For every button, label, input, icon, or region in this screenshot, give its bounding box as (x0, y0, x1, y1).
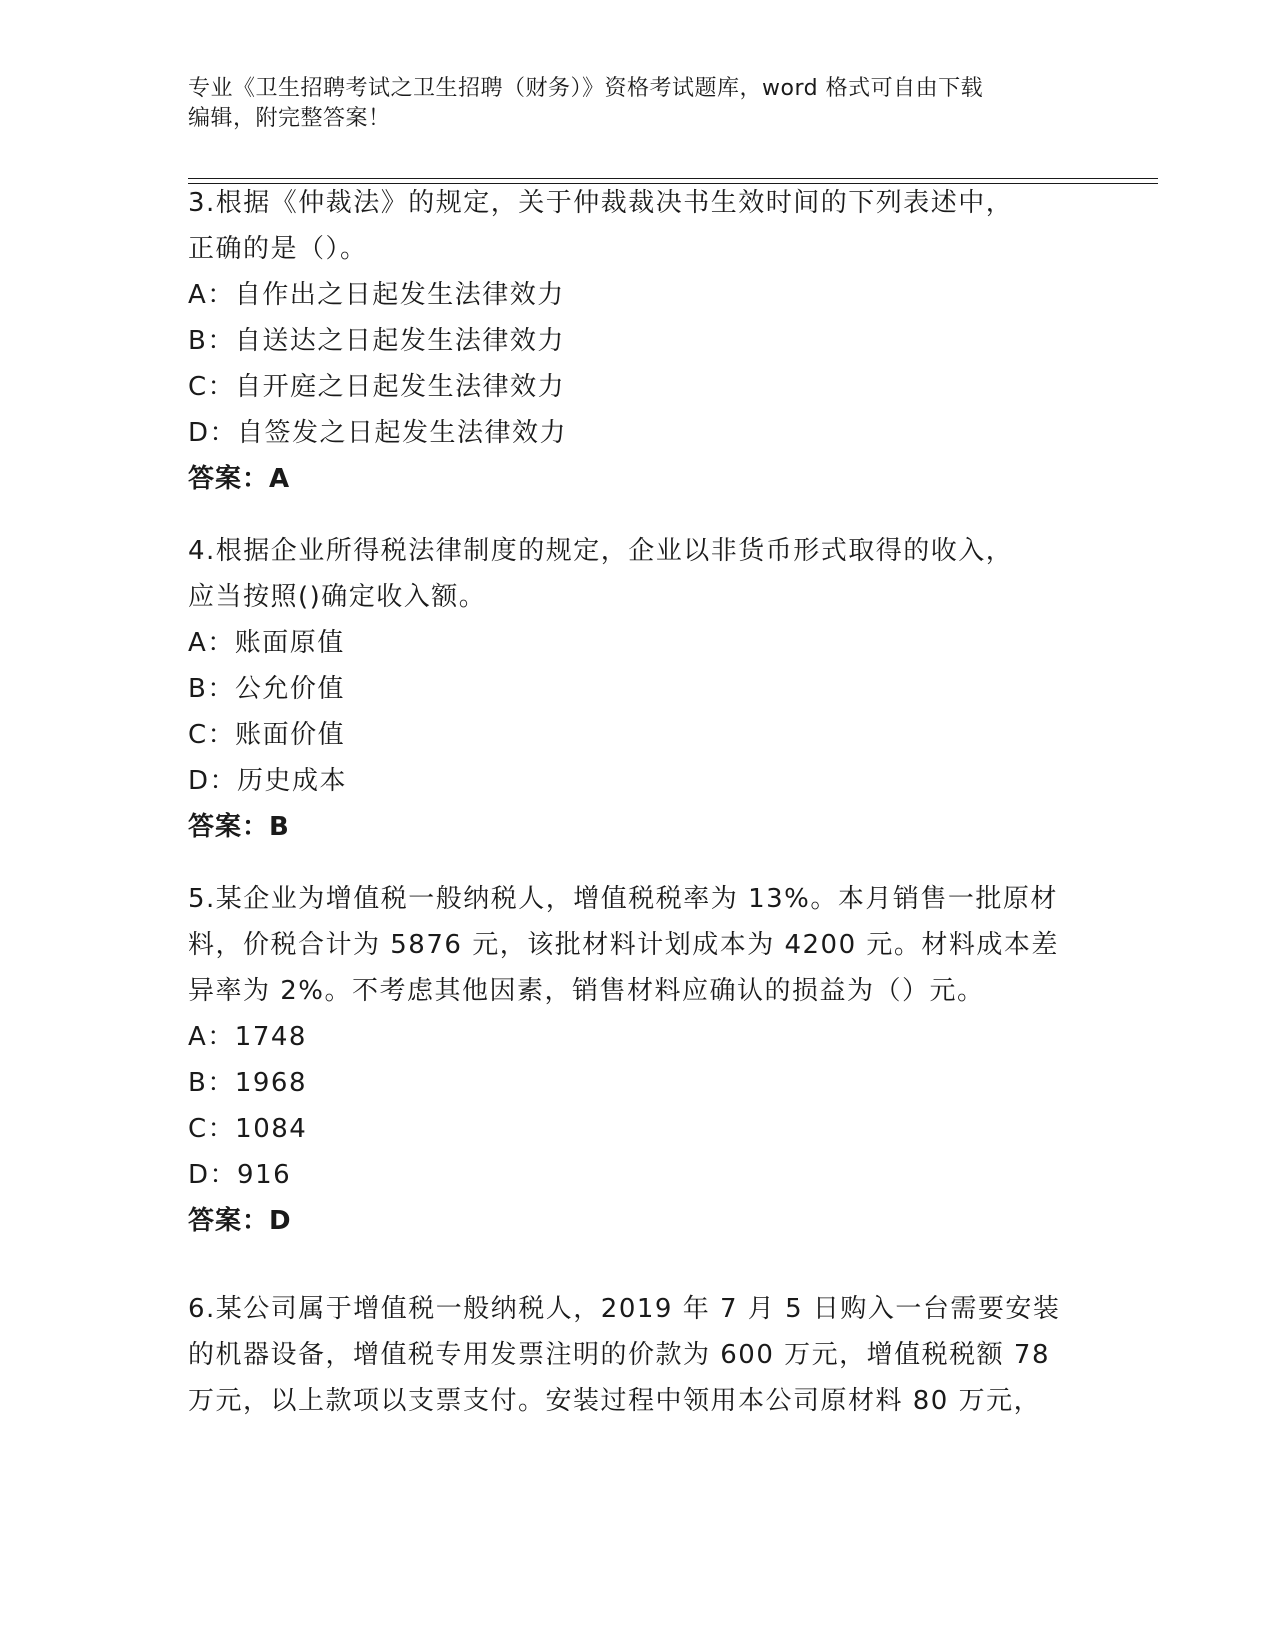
answer: 答案：A (188, 464, 291, 494)
question-stem-line: 异率为 2%。不考虑其他因素，销售材料应确认的损益为（）元。 (188, 976, 985, 1006)
question-6 (188, 1286, 1088, 1424)
question-stem-line: 5.某企业为增值税一般纳税人，增值税税率为 13%。本月销售一批原材 (188, 884, 1058, 914)
option-b: B：自送达之日起发生法律效力 (188, 326, 565, 356)
question-stem-line: 万元，以上款项以支票支付。安装过程中领用本公司原材料 80 万元， (188, 1386, 1042, 1416)
question-5 (188, 876, 1088, 1244)
option-d: D：916 (188, 1160, 292, 1190)
option-c: C：1084 (188, 1114, 308, 1144)
header-line-1: 专业《卫生招聘考试之卫生招聘（财务）》资格考试题库，word 格式可自由下载 (188, 76, 984, 101)
document-header (188, 74, 1088, 134)
question-3 (188, 180, 1088, 502)
option-a: A：账面原值 (188, 628, 345, 658)
question-stem-line: 3.根据《仲裁法》的规定，关于仲裁裁决书生效时间的下列表述中， (188, 188, 1014, 218)
header-line-2: 编辑，附完整答案！ (188, 106, 391, 131)
question-stem-line: 料，价税合计为 5876 元，该批材料计划成本为 4200 元。材料成本差 (188, 930, 1059, 960)
answer: 答案：D (188, 1206, 292, 1236)
option-d: D：历史成本 (188, 766, 348, 796)
question-stem-line: 正确的是（）。 (188, 234, 368, 264)
question-stem-line: 6.某公司属于增值税一般纳税人，2019 年 7 月 5 日购入一台需要安装 (188, 1294, 1061, 1324)
option-c: C：自开庭之日起发生法律效力 (188, 372, 566, 402)
header-divider-top (188, 178, 1158, 179)
question-stem-line: 4.根据企业所得税法律制度的规定，企业以非货币形式取得的收入， (188, 536, 1014, 566)
option-a: A：自作出之日起发生法律效力 (188, 280, 565, 310)
option-b: B：1968 (188, 1068, 308, 1098)
question-4 (188, 528, 1088, 850)
option-c: C：账面价值 (188, 720, 346, 750)
question-stem-line: 应当按照()确定收入额。 (188, 582, 487, 612)
option-b: B：公允价值 (188, 674, 345, 704)
question-stem-line: 的机器设备，增值税专用发票注明的价款为 600 万元，增值税税额 78 (188, 1340, 1051, 1370)
answer: 答案：B (188, 812, 290, 842)
option-a: A：1748 (188, 1022, 307, 1052)
option-d: D：自签发之日起发生法律效力 (188, 418, 568, 448)
